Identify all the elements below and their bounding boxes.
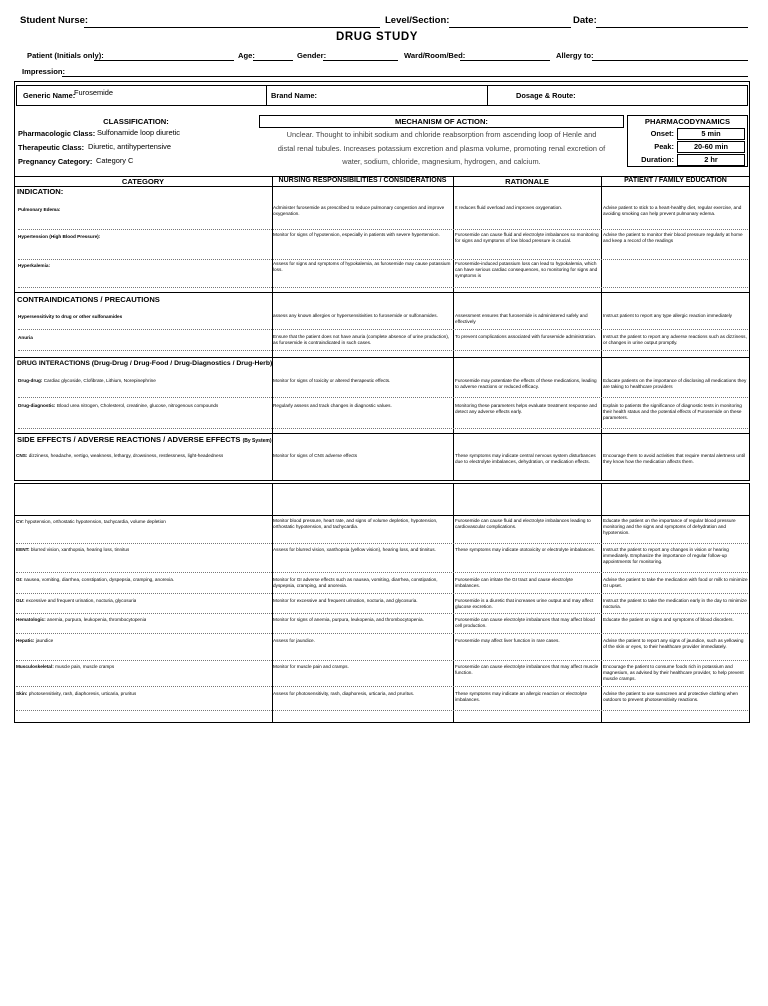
date-field[interactable] <box>596 27 748 28</box>
dosage-label: Dosage & Route: <box>516 91 576 100</box>
peak-value: 20-60 min <box>693 142 729 151</box>
onset-value: 5 min <box>701 129 721 138</box>
brand-label: Brand Name: <box>271 91 317 100</box>
duration-value: 2 hr <box>704 155 718 164</box>
col-nursing: NURSING RESPONSIBILITIES / CONSIDERATIONS <box>278 177 447 184</box>
pulmonary-label: Pulmonary Edema: <box>18 207 61 212</box>
row-label <box>18 335 33 341</box>
drug-drug-education: Educate patients on the importance of disclosing all medications they are taking to healthcare providers <box>603 378 747 389</box>
col-category: CATEGORY <box>121 177 165 186</box>
gi-nursing: Monitor for GI adverse effects such as nausea, vomiting, diarrhea, constipation, dyspepsia, cramping, and anorexia. <box>273 577 438 588</box>
row-label <box>16 617 146 623</box>
skin-education: Advise the patient to use sunscreen and protective clothing when outdoors to prevent photosensitivity reactions. <box>603 691 738 702</box>
hepatic-label: Hepatic: <box>16 638 35 643</box>
pulmonary-education: Advise patient to stick to a heart-healthy diet, regular exercise, and avoiding smoking can help prevent pulmonary edema. <box>603 205 742 216</box>
thera-class-label: Therapeutic Class: <box>18 143 85 152</box>
level-section-label: Level/Section: <box>385 15 450 26</box>
anuria-education: Instruct the patient to report any adverse reactions such as dizziness, or changes in urine output promptly. <box>603 334 747 345</box>
impression-field[interactable] <box>62 76 748 77</box>
eent-education: Instruct the patient to report any changes in vision or hearing immediately. Emphasize the importance of regular follow-up appointments for monitoring. <box>603 547 729 564</box>
gender-label: Gender: <box>297 51 327 60</box>
mechanism-line: distal renal tubules. Increases potassium excretion and plasma volume, promoting renal excretion of <box>277 143 606 153</box>
row-label <box>16 519 166 525</box>
side-effects-sub: (By System) <box>242 438 272 444</box>
hypersensitivity-education: Instruct patient to report any type allergic reaction immediately <box>603 313 732 318</box>
mechanism-line: water, sodium, chloride, magnesium, hydrogen, and calcium. <box>342 157 541 166</box>
hypertension-education: Advise the patient to monitor their blood pressure regularly at home and keep a record of the readings <box>603 232 743 243</box>
eent-detail: blurred vision, xanthopsia, hearing loss, tinnitus <box>30 547 130 552</box>
student-nurse-label: Student Nurse: <box>20 15 89 26</box>
mechanism-text <box>259 128 624 169</box>
hypertension-rationale: Furosemide can cause fluid and electrolyte imbalances so monitoring for signs and symptoms of low blood pressure is crucial. <box>455 232 599 243</box>
impression-label: Impression: <box>22 67 66 76</box>
page-title: DRUG STUDY <box>336 31 419 43</box>
hypersensitivity-label: Hypersensitivity to drug or other sulfonamides <box>18 314 123 319</box>
hypersensitivity-rationale: Assessment ensures that furosemide is administered safely and effectively <box>455 313 588 324</box>
drug-diag-education: Explain to patients the significance of diagnostic tests in monitoring their health status and the potential effects of Furosemide on these parameters. <box>603 403 742 420</box>
hematologic-label: Hematologic: <box>16 617 46 622</box>
row-label <box>16 638 53 644</box>
anuria-rationale: To prevent complications associated with furosemide administration. <box>455 334 597 339</box>
row-label <box>18 403 218 409</box>
musculo-education: Encourage the patient to consume foods rich in potassium and magnesium, as advised by their healthcare provider, to help prevent muscle cramps. <box>603 664 744 681</box>
col-education: PATIENT / FAMILY EDUCATION <box>624 177 727 184</box>
patient-field[interactable] <box>94 60 234 61</box>
row-label <box>18 314 122 320</box>
col-rationale: RATIONALE <box>505 177 549 186</box>
row-label <box>18 378 156 384</box>
cns-nursing: Monitor for signs of CNS adverse effects <box>273 453 358 458</box>
mechanism-line: Unclear. Thought to inhibit sodium and chloride reabsorption from ascending loop of Henle and <box>286 130 597 139</box>
cns-rationale: These symptoms may indicate central nervous system disturbances due to electrolyte imbalances, dehydration, or medication effects. <box>455 453 596 464</box>
row-label <box>16 664 114 670</box>
eent-rationale: These symptoms may indicate ototoxicity or electrolyte imbalances. <box>455 547 595 552</box>
age-field[interactable] <box>253 60 293 61</box>
allergy-label: Allergy to: <box>556 51 594 60</box>
cns-detail: dizziness, headache, vertigo, weakness, lethargy, drowsiness, restlessness, light-headedness <box>28 453 224 458</box>
gu-education: Instruct the patient to take the medication early in the day to minimize nocturia. <box>603 598 747 609</box>
gu-label: GU: <box>16 598 25 603</box>
eent-nursing: Assess for blurred vision, xanthopsia (yellow vision), hearing loss, and tinnitus. <box>273 547 436 552</box>
row-label <box>16 453 223 459</box>
level-section-field[interactable] <box>449 27 571 28</box>
cv-detail: hypotension, orthostatic hypotension, tachycardia, volume depletion <box>25 519 166 524</box>
hepatic-nursing: Assess for jaundice. <box>273 638 315 643</box>
drug-drug-label: Drug-drug: <box>18 378 43 383</box>
duration-label: Duration: <box>641 155 674 164</box>
hyperkalemia-label: Hyperkalemia: <box>18 263 51 268</box>
hyperkalemia-rationale: Furosemide-induced potassium loss can lead to hypokalemia, which can have serious cardiac consequences, so monitoring for signs and symptoms is <box>455 261 598 278</box>
row-label <box>16 547 129 553</box>
gi-rationale: Furosemide can irritate the GI tract and cause electrolyte imbalances. <box>455 577 574 588</box>
musculo-label: Musculoskeletal: <box>16 664 54 669</box>
gu-detail: excessive and frequent urination, nocturia, glycosuria <box>25 598 137 603</box>
patient-label: Patient (Initials only): <box>27 51 104 60</box>
gi-label: GI: <box>16 577 23 582</box>
row-label <box>18 263 50 269</box>
cv-education: Educate the patient on the importance of regular blood pressure monitoring and the signs and symptoms of dehydration and hypotension. <box>603 518 736 535</box>
skin-nursing: Assess for photosensitivity, rash, diaphoresis, urticaria, and pruritus. <box>273 691 415 696</box>
generic-label: Generic Name: <box>23 91 76 100</box>
ward-field[interactable] <box>460 60 550 61</box>
gender-field[interactable] <box>323 60 398 61</box>
drug-drug-nursing: Monitor for signs of toxicity or altered therapeutic effects. <box>273 378 391 383</box>
skin-label: Skin: <box>16 691 28 696</box>
pharmacodynamics-title: PHARMACODYNAMICS <box>644 117 731 126</box>
hypertension-nursing: Monitor for signs of hypotension, especially in patients with severe hypertension. <box>273 232 440 237</box>
side-effects-heading <box>17 435 272 444</box>
cv-label: CV: <box>16 519 24 524</box>
age-label: Age: <box>238 51 255 60</box>
gu-nursing: Monitor for excessive and frequent urination, nocturia, and glycosuria. <box>273 598 418 603</box>
thera-class-value: Diuretic, antihypertensive <box>88 142 171 151</box>
mechanism-title: MECHANISM OF ACTION: <box>395 117 488 126</box>
gi-detail: nausea, vomiting, diarrhea, constipation, dyspepsia, cramping, anorexia. <box>23 577 175 582</box>
contraindications-heading: CONTRAINDICATIONS / PRECAUTIONS <box>17 295 160 304</box>
anuria-nursing: Ensure that the patient does not have anuria (complete absence of urine production), as furosemide is contraindicated in such cases. <box>273 334 450 345</box>
hypersensitivity-nursing: assess any known allergies or hypersensitivities to furosemide or sulfonamides. <box>273 313 438 318</box>
musculo-rationale: Furosemide can cause electrolyte imbalances that may affect muscle function. <box>455 664 599 675</box>
ward-label: Ward/Room/Bed: <box>404 51 466 60</box>
hematologic-nursing: Monitor for signs of anemia, purpura, leukopenia, and thrombocytopenia. <box>273 617 424 622</box>
pulmonary-nursing: Administer furosemide as prescribed to reduce pulmonary congestion and improve oxygenation. <box>273 205 445 216</box>
musculo-detail: muscle pain, muscle cramps <box>55 664 115 669</box>
hepatic-detail: jaundice <box>35 638 54 643</box>
preg-category-value: Category C <box>96 156 134 165</box>
pharm-class-value: Sulfonamide loop diuretic <box>97 128 180 137</box>
hematologic-education: Educate the patient on signs and symptoms of blood disorders. <box>603 617 734 622</box>
drug-drug-rationale: Furosemide may potentiate the effects of these medications, leading to adverse reactions or reduced efficacy. <box>455 378 597 389</box>
hyperkalemia-nursing: Assess for signs and symptoms of hypokalemia, as furosemide may cause potassium loss. <box>273 261 451 272</box>
pharm-class-label: Pharmacologic Class: <box>18 129 96 138</box>
row-label <box>16 691 136 697</box>
classification-title: CLASSIFICATION: <box>103 117 169 126</box>
drug-diag-rationale: Monitoring these parameters helps evaluate treatment response and detect any adverse effects early. <box>455 403 598 414</box>
gu-rationale: Furosemide is a diuretic that increases urine output and may affect glucose excretion. <box>455 598 594 609</box>
allergy-field[interactable] <box>592 60 748 61</box>
drug-diag-nursing: Regularly assess and track changes in diagnostic values. <box>273 403 392 408</box>
gi-education: Advise the patient to take the medication with food or milk to minimize GI upset. <box>603 577 748 588</box>
row-label <box>18 207 60 213</box>
skin-rationale: These symptoms may indicate an allergic reaction or electrolyte imbalances. <box>455 691 588 702</box>
student-nurse-field[interactable] <box>84 27 380 28</box>
generic-row <box>16 85 748 106</box>
cns-education: Encourage them to avoid activities that require mental alertness until they know how the medication affects them. <box>603 453 746 464</box>
anuria-label: Anuria <box>18 335 33 340</box>
row-label <box>16 577 174 583</box>
indication-heading: INDICATION: <box>17 187 64 196</box>
hypertension-label: Hypertension (High Blood Pressure): <box>18 234 101 239</box>
row-label <box>18 234 100 240</box>
cns-label: CNS: <box>16 453 28 458</box>
generic-value[interactable]: Furosemide <box>74 88 114 97</box>
drug-diag-detail: Blood urea nitrogen, Cholesterol, creatinine, glucose, nitrogenous compounds <box>56 403 219 408</box>
row-label <box>16 598 136 604</box>
peak-label: Peak: <box>654 142 674 151</box>
onset-label: Onset: <box>650 129 674 138</box>
drug-drug-detail: Cardiac glycoside, Clofibrate, Lithium, Norepinephrine <box>43 378 156 383</box>
hematologic-detail: anemia, purpura, leukopenia, thrombocytopenia <box>47 617 147 622</box>
skin-detail: photosensitivity, rash, diaphoresis, urticaria, pruritus <box>28 691 137 696</box>
cv-rationale: Furosemide can cause fluid and electrolyte imbalances leading to cardiovascular complications. <box>455 518 591 529</box>
preg-category-label: Pregnancy Category: <box>18 157 93 166</box>
hematologic-rationale: Furosemide can cause electrolyte imbalances that may affect blood cell production. <box>455 617 595 628</box>
date-label: Date: <box>573 15 597 26</box>
hepatic-rationale: Furosemide may affect liver function in rare cases. <box>455 638 560 643</box>
cv-nursing: Monitor blood pressure, heart rate, and signs of volume depletion, hypotension, orthostatic hypotension, and tachycardia. <box>273 518 438 529</box>
side-effects-title: SIDE EFFECTS / ADVERSE REACTIONS / ADVERSE EFFECTS <box>17 435 241 444</box>
musculo-nursing: Monitor for muscle pain and cramps. <box>273 664 349 669</box>
hepatic-education: Advise the patient to report any signs of jaundice, such as yellowing of the skin or eyes, to their healthcare provider immediately. <box>603 638 744 649</box>
pulmonary-rationale: It reduces fluid overload and improves oxygenation. <box>455 205 563 210</box>
drug-diag-label: Drug-diagnostic: <box>18 403 56 408</box>
eent-label: EENT: <box>16 547 30 552</box>
interactions-heading: DRUG INTERACTIONS (Drug-Drug / Drug-Food / Drug-Diagnostics / Drug-Herb) <box>17 360 273 367</box>
